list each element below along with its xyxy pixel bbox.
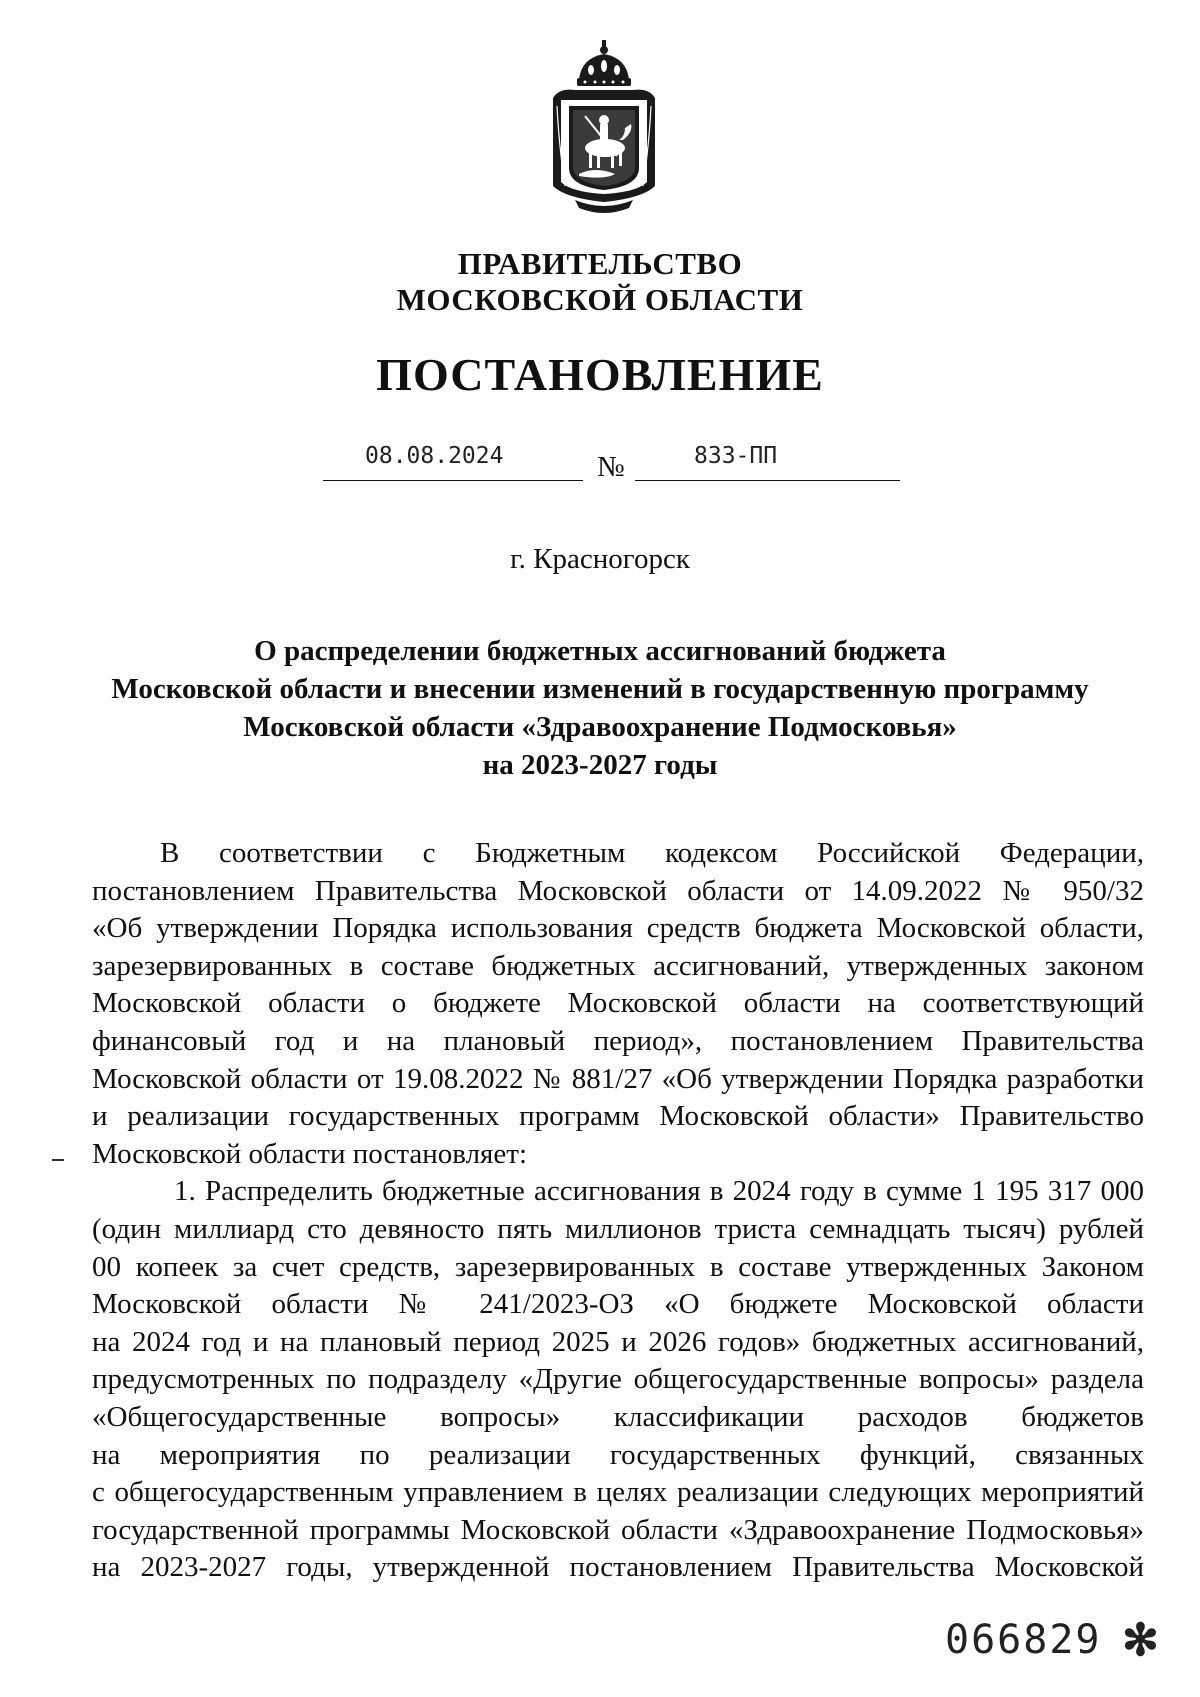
body-line: Московской области о бюджете Московской области на соответствующий bbox=[92, 987, 1144, 1020]
document-body bbox=[92, 835, 1144, 1587]
coat-of-arms-emblem bbox=[545, 36, 663, 216]
document-date: 08.08.2024 bbox=[365, 443, 504, 469]
document-subject bbox=[90, 632, 1110, 784]
body-line: 1. Распределить бюджетные ассигнования в 2024 году в сумме 1 195 317 000 bbox=[174, 1175, 1144, 1208]
body-line: Московской области от 19.08.2022 № 881/27 «Об утверждении Порядка разработки bbox=[92, 1062, 1144, 1095]
asterisk-icon: ✻ bbox=[1122, 1616, 1159, 1665]
body-line: на мероприятия по реализации государственных функций, связанных bbox=[92, 1438, 1144, 1471]
body-line: В соответствии с Бюджетным кодексом Российской Федерации, bbox=[160, 837, 1144, 869]
document-type-title: ПОСТАНОВЛЕНИЕ bbox=[376, 349, 824, 400]
government-title-line-2: МОСКОВСКОЙ ОБЛАСТИ bbox=[396, 282, 804, 317]
document-number: 833-ПП bbox=[694, 443, 778, 469]
body-line: постановлением Правительства Московской области от 14.09.2022 № 950/32 bbox=[92, 874, 1144, 907]
body-line: государственной программы Московской области «Здравоохранение Подмосковья» bbox=[92, 1513, 1144, 1546]
body-line: с общегосударственным управлением в целях реализации следующих мероприятий bbox=[92, 1476, 1144, 1509]
serial-number: 066829 bbox=[945, 1617, 1102, 1663]
body-line: (один миллиард сто девяносто пять миллионов триста семнадцать тысяч) рублей bbox=[92, 1212, 1144, 1245]
subject-line: О распределении бюджетных ассигнований бюджета bbox=[254, 635, 946, 667]
number-sign: № bbox=[597, 451, 625, 483]
body-line: финансовый год и на плановый период», постановлением Правительства bbox=[92, 1024, 1144, 1057]
body-line: и реализации государственных программ Московской области» Правительство bbox=[92, 1100, 1144, 1133]
body-line: «Об утверждении Порядка использования средств бюджета Московской области, bbox=[92, 912, 1144, 945]
subject-line: Московской области «Здравоохранение Подмосковья» bbox=[243, 711, 957, 743]
body-line: Московской области № 241/2023-ОЗ «О бюджете Московской области bbox=[92, 1288, 1144, 1321]
body-line: 00 копеек за счет средств, зарезервированных в составе утвержденных Законом bbox=[92, 1250, 1144, 1283]
body-line: предусмотренных по подразделу «Другие общегосударственные вопросы» раздела bbox=[92, 1363, 1144, 1396]
subject-line: на 2023-2027 годы bbox=[482, 749, 718, 781]
body-line: на 2024 год и на плановый период 2025 и 2026 годов» бюджетных ассигнований, bbox=[92, 1325, 1144, 1358]
body-line: зарезервированных в составе бюджетных ассигнований, утвержденных законом bbox=[92, 949, 1144, 982]
city-of-issue: г. Красногорск bbox=[510, 543, 690, 575]
margin-mark bbox=[52, 1159, 64, 1161]
government-title-line-1: ПРАВИТЕЛЬСТВО bbox=[457, 246, 743, 281]
body-line: «Общегосударственные вопросы» классификации расходов бюджетов bbox=[92, 1400, 1144, 1433]
body-line: на 2023-2027 годы, утвержденной постановлением Правительства Московской bbox=[92, 1551, 1144, 1584]
body-line: Московской области постановляет: bbox=[92, 1137, 527, 1170]
subject-line: Московской области и внесении изменений в государственную программу bbox=[111, 673, 1089, 705]
